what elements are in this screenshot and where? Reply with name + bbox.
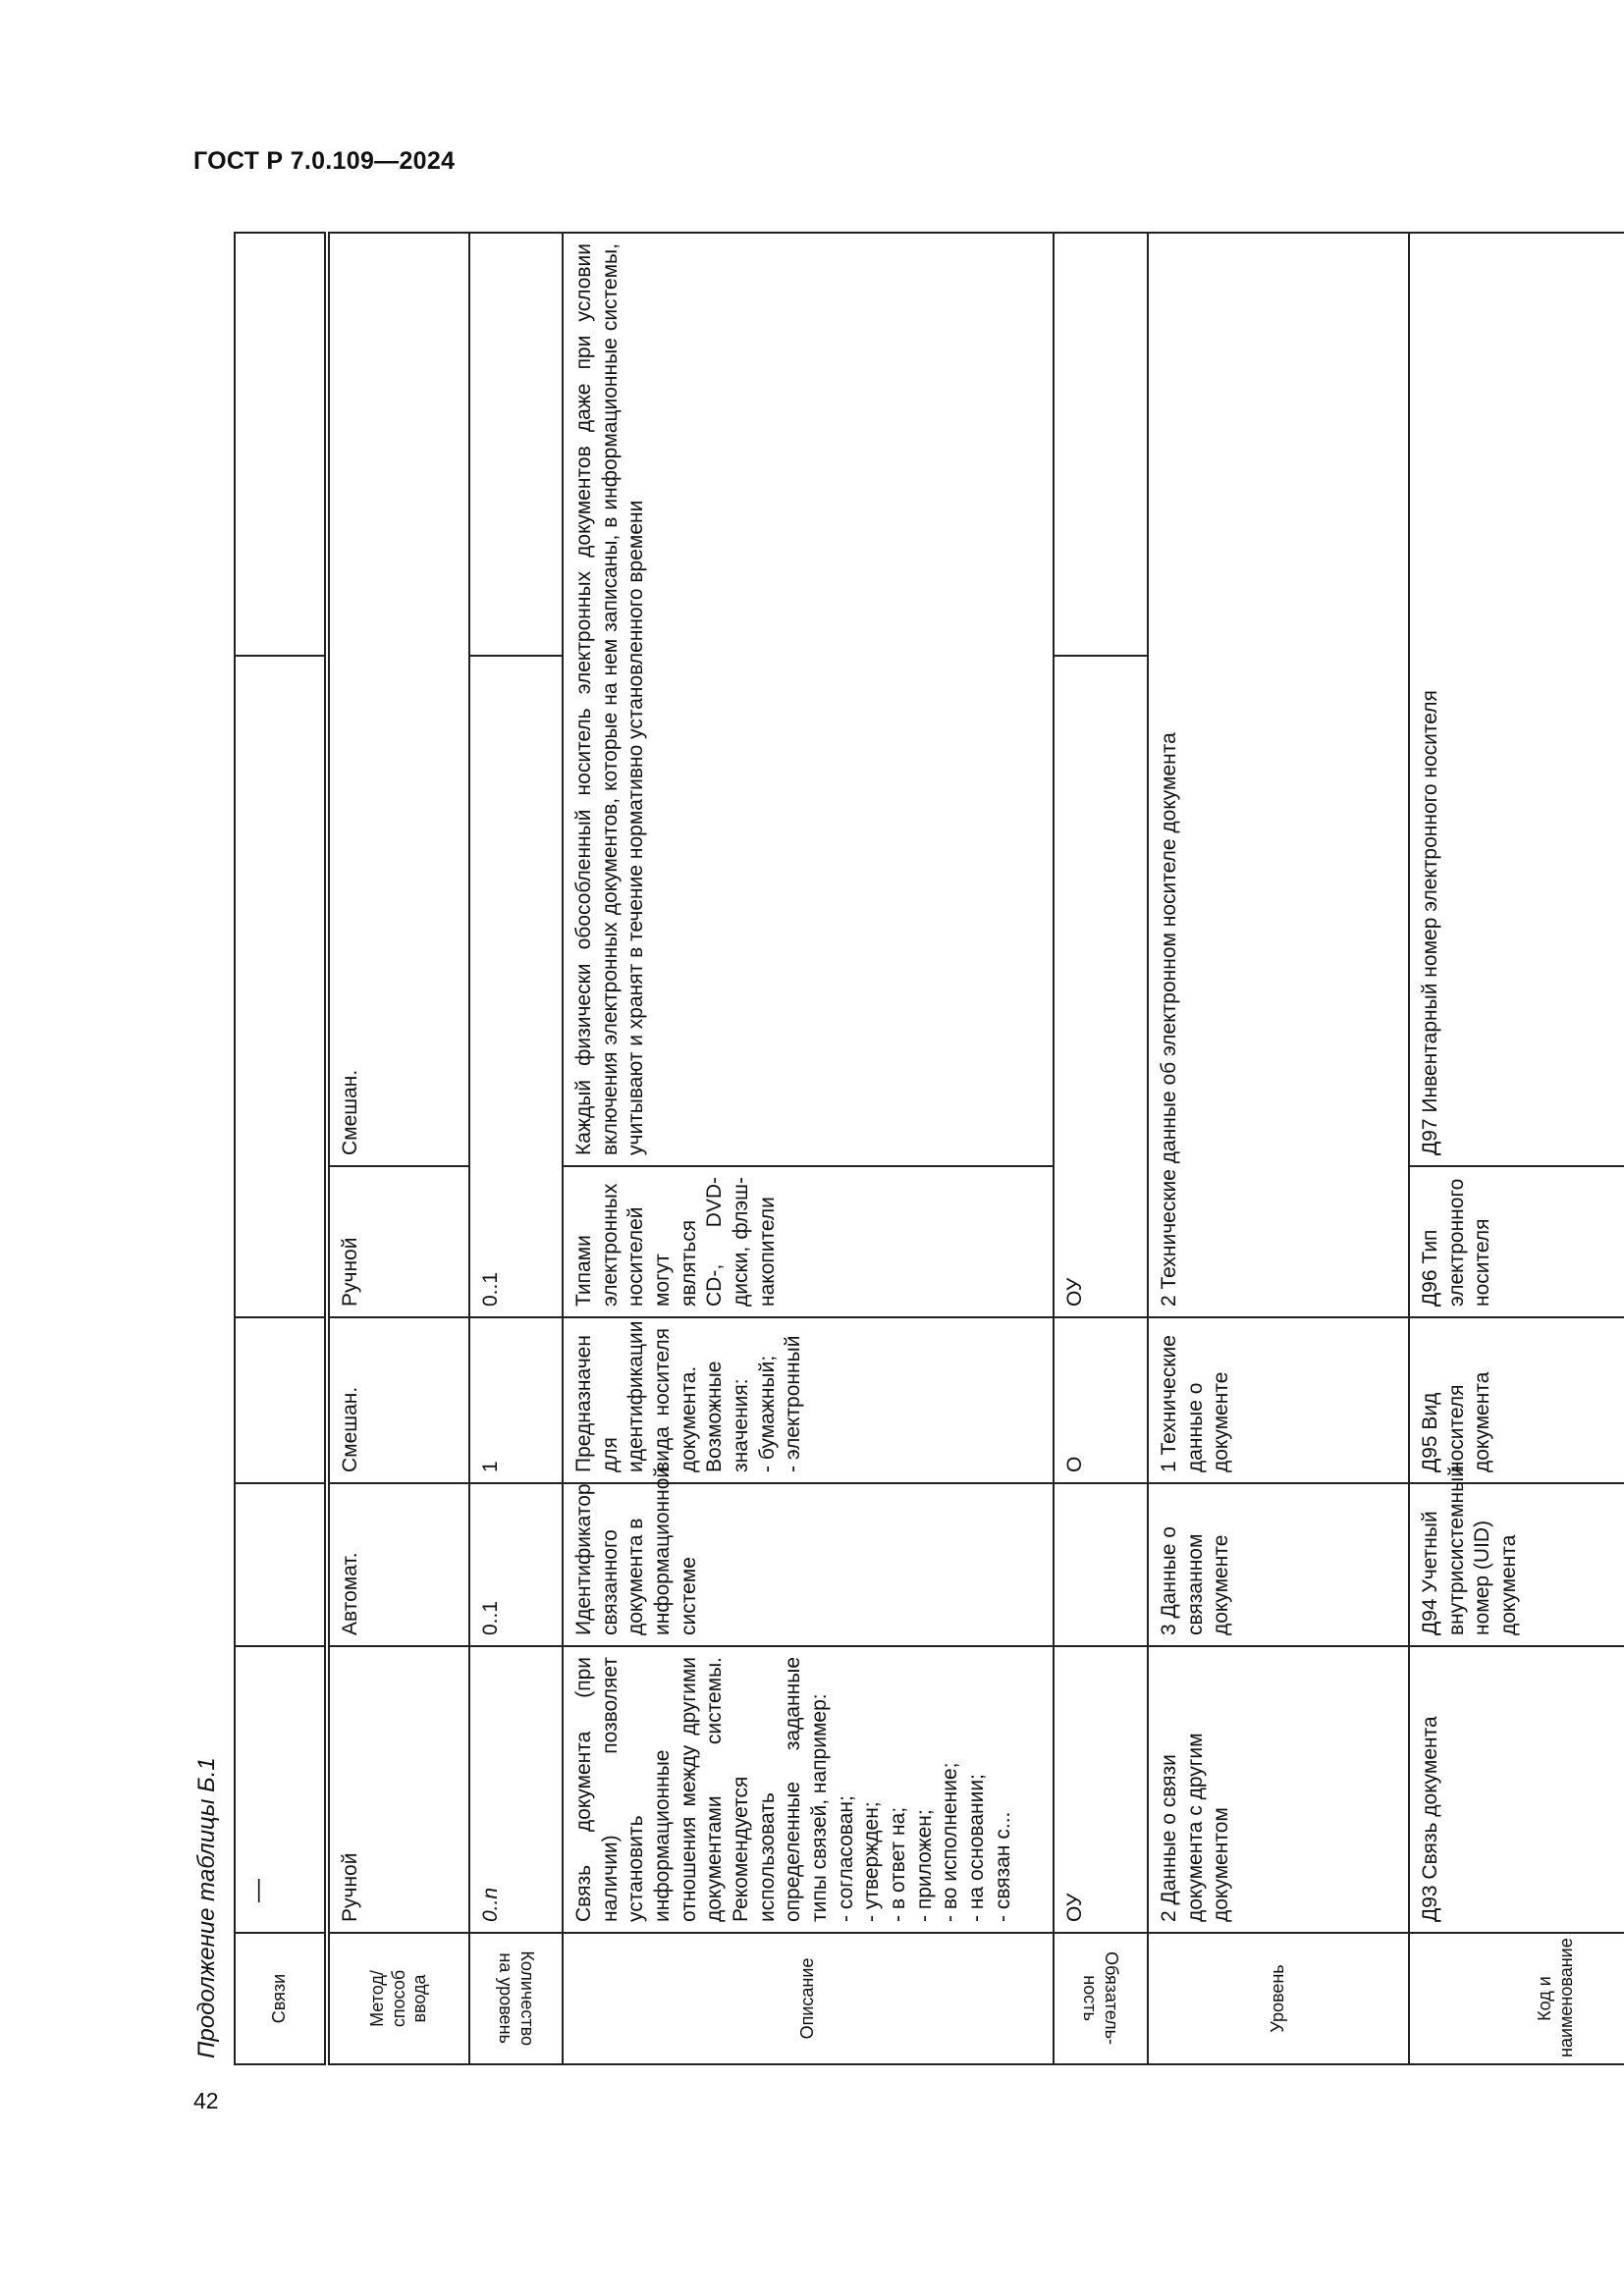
- obligation-cell-d97: [1054, 233, 1148, 656]
- table-container: [234, 234, 1576, 2065]
- page-number: 42: [193, 2088, 219, 2113]
- list-item: - на основании;: [964, 1657, 991, 1922]
- level-cell-d96: 2 Технические данные об электронном носителе документа: [1148, 233, 1409, 1317]
- header-quantity: Количество на уровень: [469, 1933, 563, 2064]
- description-cell-d96: Типами электронных носителей могут являться CD-, DVD-диски, флэш-накопители: [563, 1166, 1054, 1317]
- code-cell-d96: Д96 Тип электронного носителя: [1409, 1166, 1624, 1317]
- quantity-cell-d97: [469, 233, 563, 656]
- code-cell-d94: Д94 Учетный внутрисистемный номер (UID) документа: [1409, 1483, 1624, 1646]
- links-cell-d94: [235, 1483, 327, 1646]
- list-item: - утвержден;: [859, 1657, 886, 1922]
- quantity-cell-d95: 1: [469, 1317, 563, 1483]
- quantity-cell-d94: 0..1: [469, 1483, 563, 1646]
- description-cell-d95: Предназначен для идентификации вида носителя документа. Возможные значения: - бумажный; - электронный: [563, 1317, 1054, 1483]
- description-cell-d93: Связь документа (при наличии) позволяет установить информационные отношения между другими документами системы. Рекомендуется использовать определенные заданные типы связей, например: - согласован; - утвержден; - в ответ на; - приложен; - во исполнение; - на основании; - связан с...: [563, 1646, 1054, 1933]
- carrier-values-list: [755, 1328, 807, 1472]
- links-cell-d95: [235, 1317, 327, 1483]
- continuation-text: Продолжение таблицы Б.1: [193, 1757, 220, 2058]
- list-item: - в ответ на;: [886, 1657, 912, 1922]
- header-level: Уровень: [1148, 1933, 1409, 2064]
- header-code: Код и наименование: [1409, 1933, 1624, 2064]
- list-item: - бумажный;: [755, 1328, 782, 1472]
- description-cell-d97: Каждый физически обособленный носитель электронных документов даже при условии включения электронных документов, которые на нем записаны, в информационные системы, учитывают и хранят в течение нормативно установленного времени: [563, 233, 1054, 1166]
- standard-header: ГОСТ Р 7.0.109—2024: [193, 147, 456, 175]
- links-cell-d96: [235, 656, 327, 1317]
- obligation-cell-d96: ОУ: [1054, 656, 1148, 1317]
- header-method: Метод/ способ ввода: [327, 1933, 469, 2064]
- code-cell-d95: Д95 Вид носителя документа: [1409, 1317, 1624, 1483]
- list-item: - согласован;: [834, 1657, 860, 1922]
- level-cell-d93: 2 Данные о связи документа с другим документом: [1148, 1646, 1409, 1933]
- code-cell-d97: Д97 Инвентарный номер электронного носителя: [1409, 233, 1624, 1166]
- header-description: Описание: [563, 1933, 1054, 2064]
- list-item: - электронный: [781, 1328, 807, 1472]
- list-item: - связан с...: [991, 1657, 1017, 1922]
- method-cell-d94: Автомат.: [327, 1483, 469, 1646]
- header-obligation: Обязатель- ность: [1054, 1933, 1148, 2064]
- list-item: - во исполнение;: [938, 1657, 964, 1922]
- method-cell-d93: Ручной: [327, 1646, 469, 1933]
- level-cell-d94: 3 Данные о связанном документе: [1148, 1483, 1409, 1646]
- description-cell-d94: Идентификатор связанного документа в информационной системе: [563, 1483, 1054, 1646]
- links-cell-d97: [235, 233, 327, 656]
- obligation-cell-d95: О: [1054, 1317, 1148, 1483]
- method-cell-d97: Смешан.: [327, 233, 469, 1166]
- metadata-table: [234, 232, 1624, 2065]
- quantity-cell-d96: 0..1: [469, 656, 563, 1317]
- code-cell-d93: Д93 Связь документа: [1409, 1646, 1624, 1933]
- link-types-list: [834, 1657, 1017, 1922]
- obligation-cell-d93: ОУ: [1054, 1646, 1148, 1933]
- list-item: - приложен;: [912, 1657, 939, 1922]
- quantity-cell-d93: 0..n: [469, 1646, 563, 1933]
- method-cell-d95: Смешан.: [327, 1317, 469, 1483]
- obligation-cell-d94: [1054, 1483, 1148, 1646]
- header-links: Связи: [235, 1933, 327, 2064]
- method-cell-d96: Ручной: [327, 1166, 469, 1317]
- links-cell-d93: —: [235, 1646, 327, 1933]
- level-cell-d95: 1 Технические данные о документе: [1148, 1317, 1409, 1483]
